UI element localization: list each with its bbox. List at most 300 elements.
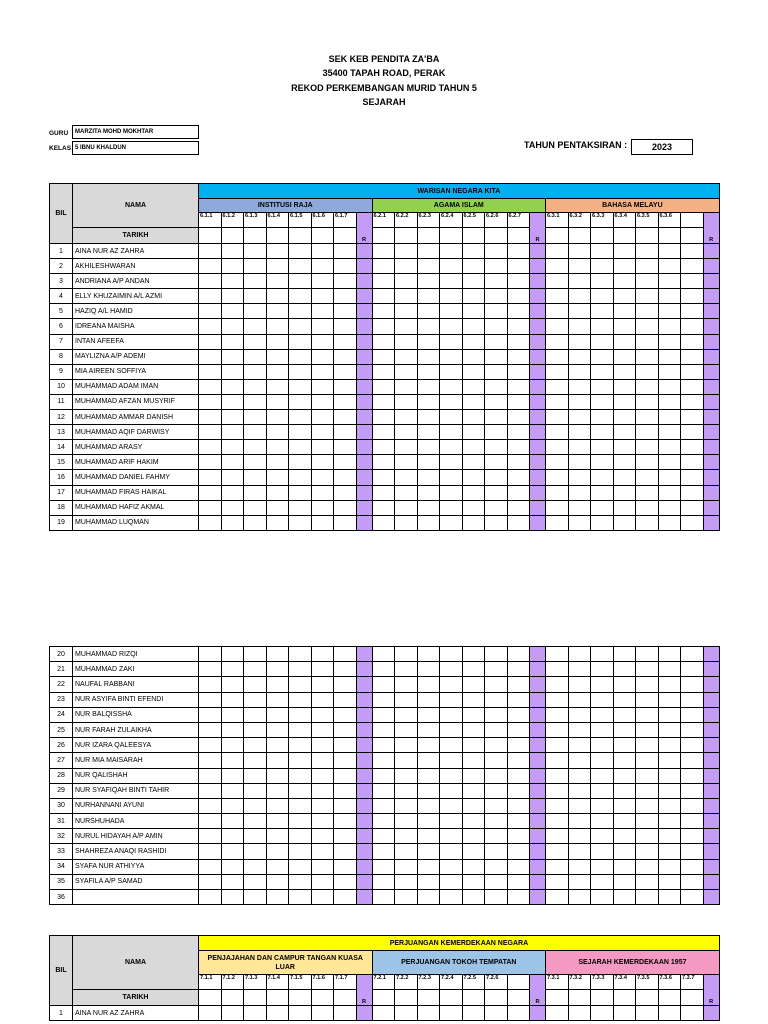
mark-cell[interactable] <box>266 394 289 409</box>
result-cell[interactable] <box>356 798 372 813</box>
result-cell[interactable] <box>356 890 372 905</box>
mark-cell[interactable] <box>636 722 659 737</box>
mark-cell[interactable] <box>507 319 530 334</box>
mark-cell[interactable] <box>507 379 530 394</box>
mark-cell[interactable] <box>334 753 357 768</box>
mark-cell[interactable] <box>546 349 569 364</box>
mark-cell[interactable] <box>244 692 267 707</box>
mark-cell[interactable] <box>334 364 357 379</box>
mark-cell[interactable] <box>199 440 222 455</box>
mark-cell[interactable] <box>546 500 569 515</box>
result-cell[interactable] <box>530 379 546 394</box>
result-cell[interactable] <box>703 394 719 409</box>
result-cell[interactable] <box>356 692 372 707</box>
mark-cell[interactable] <box>636 259 659 274</box>
mark-cell[interactable] <box>244 783 267 798</box>
mark-cell[interactable] <box>462 753 485 768</box>
mark-cell[interactable] <box>546 319 569 334</box>
mark-cell[interactable] <box>485 647 508 662</box>
mark-cell[interactable] <box>395 662 418 677</box>
mark-cell[interactable] <box>591 485 614 500</box>
mark-cell[interactable] <box>546 394 569 409</box>
mark-cell[interactable] <box>658 1006 681 1021</box>
mark-cell[interactable] <box>221 319 244 334</box>
mark-cell[interactable] <box>395 1006 418 1021</box>
mark-cell[interactable] <box>613 859 636 874</box>
mark-cell[interactable] <box>244 259 267 274</box>
mark-cell[interactable] <box>681 662 704 677</box>
mark-cell[interactable] <box>636 349 659 364</box>
mark-cell[interactable] <box>507 289 530 304</box>
mark-cell[interactable] <box>507 410 530 425</box>
mark-cell[interactable] <box>266 244 289 259</box>
result-cell[interactable] <box>356 738 372 753</box>
mark-cell[interactable] <box>636 455 659 470</box>
result-cell[interactable] <box>530 844 546 859</box>
mark-cell[interactable] <box>462 319 485 334</box>
result-cell[interactable] <box>530 647 546 662</box>
mark-cell[interactable] <box>613 814 636 829</box>
mark-cell[interactable] <box>334 874 357 889</box>
mark-cell[interactable] <box>199 319 222 334</box>
mark-cell[interactable] <box>417 844 440 859</box>
mark-cell[interactable] <box>311 500 334 515</box>
mark-cell[interactable] <box>417 798 440 813</box>
mark-cell[interactable] <box>591 289 614 304</box>
mark-cell[interactable] <box>568 692 591 707</box>
mark-cell[interactable] <box>658 515 681 530</box>
mark-cell[interactable] <box>244 662 267 677</box>
mark-cell[interactable] <box>244 1006 267 1021</box>
mark-cell[interactable] <box>244 349 267 364</box>
mark-cell[interactable] <box>334 289 357 304</box>
mark-cell[interactable] <box>221 1006 244 1021</box>
mark-cell[interactable] <box>289 738 312 753</box>
mark-cell[interactable] <box>221 259 244 274</box>
mark-cell[interactable] <box>681 798 704 813</box>
mark-cell[interactable] <box>507 304 530 319</box>
mark-cell[interactable] <box>613 394 636 409</box>
mark-cell[interactable] <box>507 829 530 844</box>
mark-cell[interactable] <box>658 647 681 662</box>
mark-cell[interactable] <box>440 874 463 889</box>
mark-cell[interactable] <box>636 470 659 485</box>
mark-cell[interactable] <box>658 259 681 274</box>
result-cell[interactable] <box>530 455 546 470</box>
mark-cell[interactable] <box>440 289 463 304</box>
mark-cell[interactable] <box>658 455 681 470</box>
mark-cell[interactable] <box>568 259 591 274</box>
mark-cell[interactable] <box>289 677 312 692</box>
mark-cell[interactable] <box>507 500 530 515</box>
mark-cell[interactable] <box>289 274 312 289</box>
mark-cell[interactable] <box>613 440 636 455</box>
mark-cell[interactable] <box>334 259 357 274</box>
mark-cell[interactable] <box>334 662 357 677</box>
mark-cell[interactable] <box>613 798 636 813</box>
mark-cell[interactable] <box>658 753 681 768</box>
mark-cell[interactable] <box>311 647 334 662</box>
mark-cell[interactable] <box>417 859 440 874</box>
mark-cell[interactable] <box>372 274 395 289</box>
mark-cell[interactable] <box>244 334 267 349</box>
mark-cell[interactable] <box>591 738 614 753</box>
result-cell[interactable] <box>530 425 546 440</box>
mark-cell[interactable] <box>372 707 395 722</box>
mark-cell[interactable] <box>417 334 440 349</box>
mark-cell[interactable] <box>658 768 681 783</box>
mark-cell[interactable] <box>591 1006 614 1021</box>
mark-cell[interactable] <box>372 768 395 783</box>
mark-cell[interactable] <box>199 349 222 364</box>
mark-cell[interactable] <box>417 455 440 470</box>
mark-cell[interactable] <box>591 455 614 470</box>
mark-cell[interactable] <box>372 859 395 874</box>
mark-cell[interactable] <box>507 798 530 813</box>
mark-cell[interactable] <box>311 379 334 394</box>
result-cell[interactable] <box>356 410 372 425</box>
mark-cell[interactable] <box>440 470 463 485</box>
mark-cell[interactable] <box>440 768 463 783</box>
mark-cell[interactable] <box>681 485 704 500</box>
mark-cell[interactable] <box>613 349 636 364</box>
mark-cell[interactable] <box>658 485 681 500</box>
mark-cell[interactable] <box>417 814 440 829</box>
mark-cell[interactable] <box>311 349 334 364</box>
mark-cell[interactable] <box>613 753 636 768</box>
mark-cell[interactable] <box>546 485 569 500</box>
result-cell[interactable] <box>703 814 719 829</box>
result-cell[interactable] <box>703 470 719 485</box>
mark-cell[interactable] <box>334 425 357 440</box>
mark-cell[interactable] <box>485 394 508 409</box>
mark-cell[interactable] <box>485 259 508 274</box>
mark-cell[interactable] <box>417 425 440 440</box>
result-cell[interactable] <box>703 425 719 440</box>
result-cell[interactable] <box>703 349 719 364</box>
kelas-field[interactable]: 5 IBNU KHALDUN <box>72 141 199 155</box>
date-cell[interactable] <box>613 228 636 244</box>
mark-cell[interactable] <box>244 425 267 440</box>
mark-cell[interactable] <box>372 1006 395 1021</box>
date-cell[interactable] <box>507 990 530 1006</box>
mark-cell[interactable] <box>462 349 485 364</box>
mark-cell[interactable] <box>568 394 591 409</box>
mark-cell[interactable] <box>591 440 614 455</box>
mark-cell[interactable] <box>568 707 591 722</box>
mark-cell[interactable] <box>546 662 569 677</box>
mark-cell[interactable] <box>417 379 440 394</box>
mark-cell[interactable] <box>658 829 681 844</box>
mark-cell[interactable] <box>417 410 440 425</box>
mark-cell[interactable] <box>613 319 636 334</box>
mark-cell[interactable] <box>546 829 569 844</box>
mark-cell[interactable] <box>613 783 636 798</box>
result-cell[interactable] <box>703 334 719 349</box>
mark-cell[interactable] <box>485 738 508 753</box>
mark-cell[interactable] <box>266 859 289 874</box>
date-cell[interactable] <box>372 228 395 244</box>
result-cell[interactable] <box>356 364 372 379</box>
mark-cell[interactable] <box>658 334 681 349</box>
mark-cell[interactable] <box>636 394 659 409</box>
mark-cell[interactable] <box>546 844 569 859</box>
result-cell[interactable] <box>703 874 719 889</box>
mark-cell[interactable] <box>221 844 244 859</box>
mark-cell[interactable] <box>417 319 440 334</box>
mark-cell[interactable] <box>546 259 569 274</box>
mark-cell[interactable] <box>546 692 569 707</box>
mark-cell[interactable] <box>507 440 530 455</box>
mark-cell[interactable] <box>591 334 614 349</box>
mark-cell[interactable] <box>221 364 244 379</box>
mark-cell[interactable] <box>417 692 440 707</box>
mark-cell[interactable] <box>440 425 463 440</box>
mark-cell[interactable] <box>311 677 334 692</box>
result-cell[interactable] <box>530 259 546 274</box>
result-cell[interactable] <box>703 722 719 737</box>
mark-cell[interactable] <box>462 394 485 409</box>
mark-cell[interactable] <box>221 304 244 319</box>
mark-cell[interactable] <box>613 890 636 905</box>
mark-cell[interactable] <box>334 844 357 859</box>
result-cell[interactable] <box>703 304 719 319</box>
mark-cell[interactable] <box>199 304 222 319</box>
mark-cell[interactable] <box>591 515 614 530</box>
result-cell[interactable] <box>703 289 719 304</box>
mark-cell[interactable] <box>462 500 485 515</box>
mark-cell[interactable] <box>568 677 591 692</box>
mark-cell[interactable] <box>462 768 485 783</box>
mark-cell[interactable] <box>591 768 614 783</box>
mark-cell[interactable] <box>568 890 591 905</box>
mark-cell[interactable] <box>266 440 289 455</box>
mark-cell[interactable] <box>568 319 591 334</box>
mark-cell[interactable] <box>591 394 614 409</box>
mark-cell[interactable] <box>440 410 463 425</box>
mark-cell[interactable] <box>372 500 395 515</box>
mark-cell[interactable] <box>485 425 508 440</box>
mark-cell[interactable] <box>658 844 681 859</box>
mark-cell[interactable] <box>417 349 440 364</box>
result-cell[interactable] <box>703 890 719 905</box>
mark-cell[interactable] <box>334 798 357 813</box>
mark-cell[interactable] <box>636 410 659 425</box>
mark-cell[interactable] <box>485 859 508 874</box>
mark-cell[interactable] <box>546 410 569 425</box>
mark-cell[interactable] <box>372 440 395 455</box>
mark-cell[interactable] <box>289 829 312 844</box>
mark-cell[interactable] <box>636 859 659 874</box>
mark-cell[interactable] <box>311 814 334 829</box>
mark-cell[interactable] <box>244 677 267 692</box>
mark-cell[interactable] <box>244 515 267 530</box>
mark-cell[interactable] <box>591 829 614 844</box>
mark-cell[interactable] <box>507 738 530 753</box>
result-cell[interactable] <box>530 470 546 485</box>
mark-cell[interactable] <box>440 259 463 274</box>
mark-cell[interactable] <box>507 1006 530 1021</box>
mark-cell[interactable] <box>568 274 591 289</box>
mark-cell[interactable] <box>568 829 591 844</box>
mark-cell[interactable] <box>372 647 395 662</box>
mark-cell[interactable] <box>636 890 659 905</box>
mark-cell[interactable] <box>440 753 463 768</box>
mark-cell[interactable] <box>334 890 357 905</box>
mark-cell[interactable] <box>681 692 704 707</box>
mark-cell[interactable] <box>334 470 357 485</box>
mark-cell[interactable] <box>372 722 395 737</box>
mark-cell[interactable] <box>462 440 485 455</box>
mark-cell[interactable] <box>311 259 334 274</box>
mark-cell[interactable] <box>266 425 289 440</box>
mark-cell[interactable] <box>221 515 244 530</box>
mark-cell[interactable] <box>372 890 395 905</box>
date-cell[interactable] <box>221 228 244 244</box>
date-cell[interactable] <box>485 228 508 244</box>
mark-cell[interactable] <box>568 440 591 455</box>
mark-cell[interactable] <box>485 753 508 768</box>
date-cell[interactable] <box>266 990 289 1006</box>
mark-cell[interactable] <box>546 738 569 753</box>
mark-cell[interactable] <box>244 440 267 455</box>
mark-cell[interactable] <box>613 500 636 515</box>
mark-cell[interactable] <box>485 455 508 470</box>
result-cell[interactable] <box>530 814 546 829</box>
mark-cell[interactable] <box>221 244 244 259</box>
mark-cell[interactable] <box>462 515 485 530</box>
mark-cell[interactable] <box>485 768 508 783</box>
mark-cell[interactable] <box>417 274 440 289</box>
mark-cell[interactable] <box>395 515 418 530</box>
result-cell[interactable] <box>703 515 719 530</box>
mark-cell[interactable] <box>568 844 591 859</box>
mark-cell[interactable] <box>568 768 591 783</box>
mark-cell[interactable] <box>199 259 222 274</box>
mark-cell[interactable] <box>395 259 418 274</box>
result-cell[interactable] <box>356 379 372 394</box>
mark-cell[interactable] <box>395 814 418 829</box>
mark-cell[interactable] <box>372 334 395 349</box>
date-cell[interactable] <box>395 990 418 1006</box>
mark-cell[interactable] <box>266 798 289 813</box>
mark-cell[interactable] <box>266 890 289 905</box>
mark-cell[interactable] <box>485 829 508 844</box>
mark-cell[interactable] <box>681 859 704 874</box>
mark-cell[interactable] <box>289 379 312 394</box>
mark-cell[interactable] <box>568 289 591 304</box>
mark-cell[interactable] <box>546 379 569 394</box>
mark-cell[interactable] <box>462 485 485 500</box>
mark-cell[interactable] <box>546 455 569 470</box>
result-cell[interactable] <box>703 753 719 768</box>
mark-cell[interactable] <box>591 500 614 515</box>
mark-cell[interactable] <box>334 349 357 364</box>
mark-cell[interactable] <box>658 798 681 813</box>
mark-cell[interactable] <box>440 738 463 753</box>
mark-cell[interactable] <box>485 844 508 859</box>
mark-cell[interactable] <box>681 738 704 753</box>
mark-cell[interactable] <box>636 783 659 798</box>
mark-cell[interactable] <box>485 707 508 722</box>
mark-cell[interactable] <box>199 394 222 409</box>
date-cell[interactable] <box>199 990 222 1006</box>
result-cell[interactable] <box>530 859 546 874</box>
date-cell[interactable] <box>507 228 530 244</box>
mark-cell[interactable] <box>462 364 485 379</box>
mark-cell[interactable] <box>507 874 530 889</box>
mark-cell[interactable] <box>485 783 508 798</box>
result-cell[interactable] <box>356 289 372 304</box>
result-cell[interactable] <box>530 707 546 722</box>
mark-cell[interactable] <box>334 768 357 783</box>
mark-cell[interactable] <box>546 515 569 530</box>
mark-cell[interactable] <box>221 455 244 470</box>
result-cell[interactable] <box>703 1006 719 1021</box>
mark-cell[interactable] <box>658 319 681 334</box>
mark-cell[interactable] <box>613 289 636 304</box>
result-cell[interactable] <box>703 259 719 274</box>
mark-cell[interactable] <box>372 798 395 813</box>
mark-cell[interactable] <box>334 722 357 737</box>
mark-cell[interactable] <box>289 425 312 440</box>
mark-cell[interactable] <box>591 707 614 722</box>
mark-cell[interactable] <box>334 485 357 500</box>
date-cell[interactable] <box>289 990 312 1006</box>
mark-cell[interactable] <box>462 707 485 722</box>
date-cell[interactable] <box>395 228 418 244</box>
mark-cell[interactable] <box>221 379 244 394</box>
mark-cell[interactable] <box>395 440 418 455</box>
mark-cell[interactable] <box>417 515 440 530</box>
result-cell[interactable] <box>530 274 546 289</box>
mark-cell[interactable] <box>507 677 530 692</box>
mark-cell[interactable] <box>244 274 267 289</box>
mark-cell[interactable] <box>462 259 485 274</box>
mark-cell[interactable] <box>372 379 395 394</box>
date-cell[interactable] <box>462 990 485 1006</box>
mark-cell[interactable] <box>395 829 418 844</box>
mark-cell[interactable] <box>199 334 222 349</box>
mark-cell[interactable] <box>266 1006 289 1021</box>
mark-cell[interactable] <box>507 425 530 440</box>
mark-cell[interactable] <box>395 859 418 874</box>
mark-cell[interactable] <box>311 455 334 470</box>
date-cell[interactable] <box>591 990 614 1006</box>
date-cell[interactable] <box>568 228 591 244</box>
result-cell[interactable] <box>356 1006 372 1021</box>
result-cell[interactable] <box>356 844 372 859</box>
mark-cell[interactable] <box>681 334 704 349</box>
date-cell[interactable] <box>440 990 463 1006</box>
mark-cell[interactable] <box>221 274 244 289</box>
mark-cell[interactable] <box>289 349 312 364</box>
mark-cell[interactable] <box>636 874 659 889</box>
mark-cell[interactable] <box>658 425 681 440</box>
mark-cell[interactable] <box>613 647 636 662</box>
mark-cell[interactable] <box>395 753 418 768</box>
mark-cell[interactable] <box>591 874 614 889</box>
mark-cell[interactable] <box>591 662 614 677</box>
result-cell[interactable] <box>356 349 372 364</box>
mark-cell[interactable] <box>507 470 530 485</box>
result-cell[interactable] <box>703 859 719 874</box>
mark-cell[interactable] <box>568 874 591 889</box>
mark-cell[interactable] <box>417 677 440 692</box>
mark-cell[interactable] <box>681 722 704 737</box>
mark-cell[interactable] <box>613 707 636 722</box>
mark-cell[interactable] <box>546 814 569 829</box>
